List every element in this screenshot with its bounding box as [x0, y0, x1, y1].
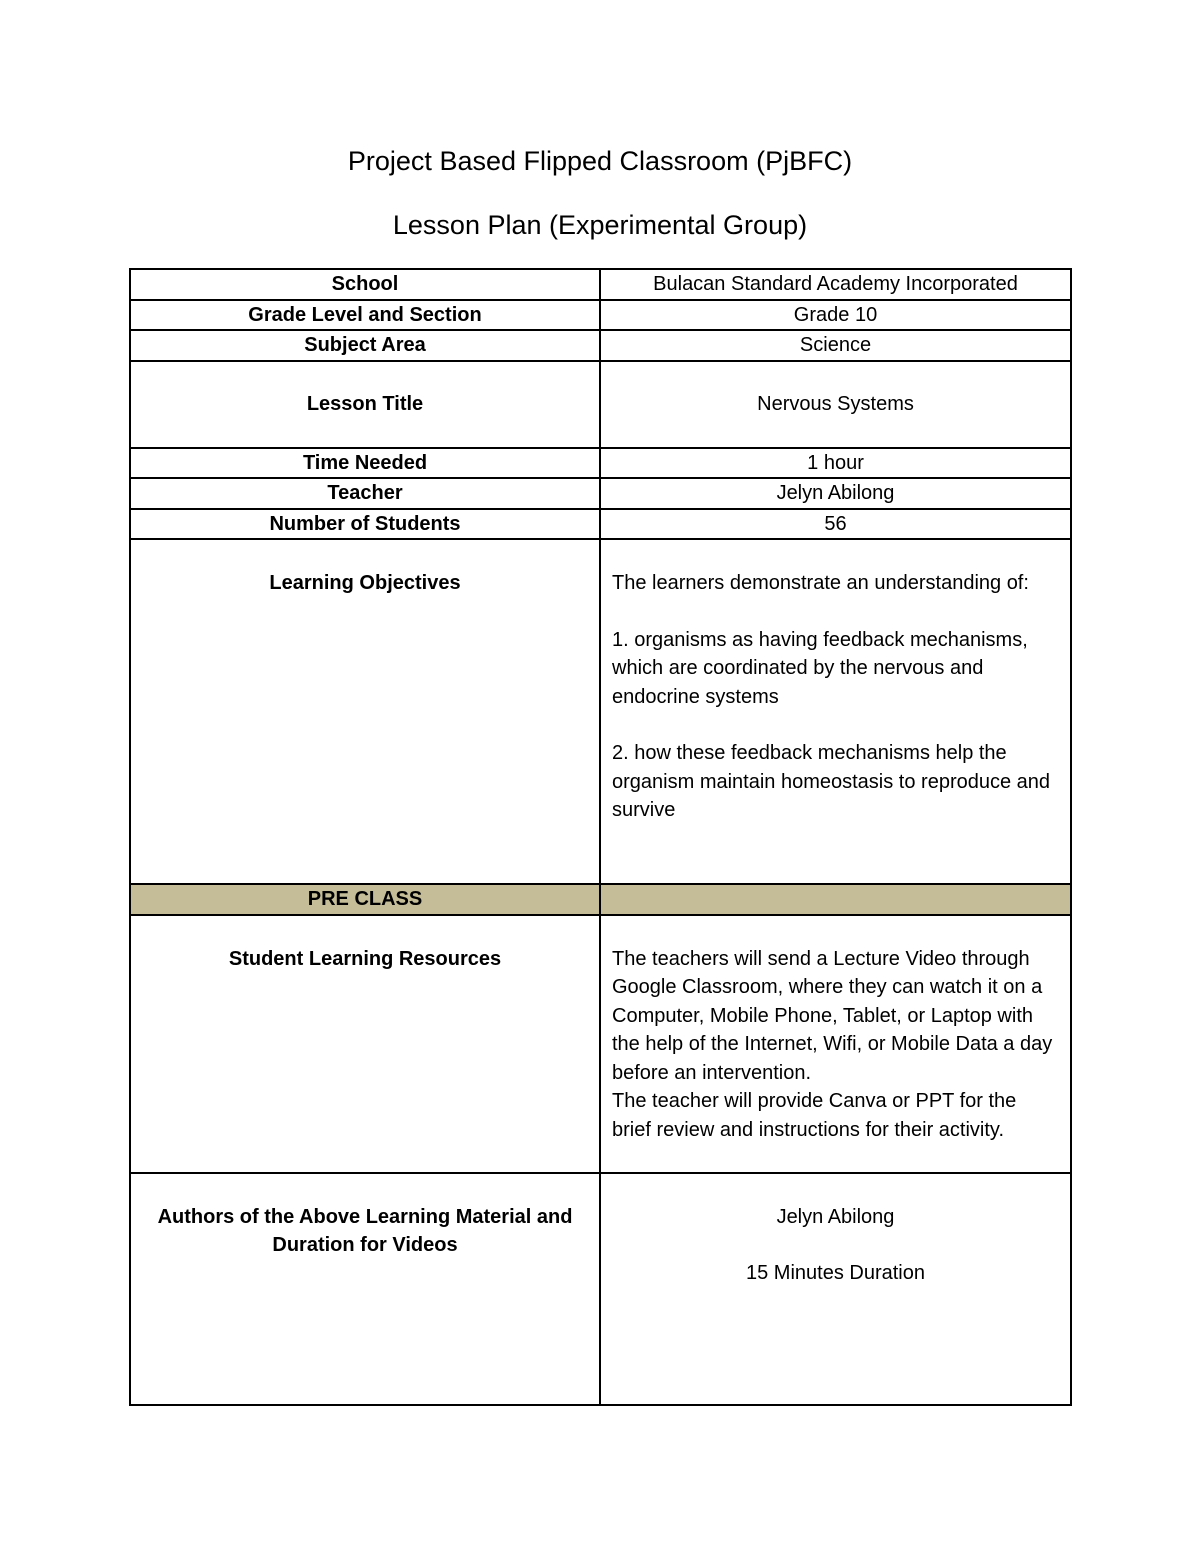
pre-class-label: PRE CLASS [130, 884, 600, 915]
objective-item: 1. organisms as having feedback mechanisms, which are coordinated by the nervous and endocrine systems [612, 628, 1028, 708]
school-value: Bulacan Standard Academy Incorporated [600, 269, 1071, 300]
grade-level-value: Grade 10 [600, 300, 1071, 331]
table-row [130, 1173, 1071, 1405]
video-duration: 15 Minutes Duration [746, 1262, 925, 1284]
table-row [130, 361, 1071, 448]
resources-text: The teacher will provide Canva or PPT for the brief review and instructions for their activity. [612, 1090, 1017, 1141]
page-subtitle: Lesson Plan (Experimental Group) [392, 210, 808, 240]
lesson-title-value: Nervous Systems [600, 361, 1071, 448]
table-row [130, 269, 1071, 300]
teacher-label: Teacher [130, 478, 600, 509]
lesson-plan-table [129, 268, 1072, 1406]
time-needed-label: Time Needed [130, 448, 600, 479]
table-row [130, 300, 1071, 331]
page-title: Project Based Flipped Classroom (PjBFC) [347, 146, 853, 176]
authors-label: Authors of the Above Learning Material and Duration for Videos [130, 1173, 600, 1405]
time-needed-value: 1 hour [600, 448, 1071, 479]
subject-area-value: Science [600, 330, 1071, 361]
table-row [130, 330, 1071, 361]
table-row [130, 478, 1071, 509]
pre-class-row [130, 884, 1071, 915]
subject-area-label: Subject Area [130, 330, 600, 361]
student-learning-resources-label: Student Learning Resources [130, 915, 600, 1173]
author-name: Jelyn Abilong [776, 1205, 895, 1228]
teacher-value: Jelyn Abilong [600, 478, 1071, 509]
table-row [130, 539, 1071, 884]
objective-item: 2. how these feedback mechanisms help the organism maintain homeostasis to reproduce and survive [612, 742, 1051, 821]
number-of-students-label: Number of Students [130, 509, 600, 540]
school-label: School [130, 269, 600, 300]
resources-text: The teachers will send a Lecture Video through Google Classroom, where they can watch it on a Computer, Mobile Phone, Tablet, or Laptop with the help of the Internet, Wifi, or Mobile Data a day before an intervention. [612, 947, 1053, 1084]
table-row [130, 509, 1071, 540]
pre-class-empty-cell [600, 884, 1071, 915]
grade-level-label: Grade Level and Section [130, 300, 600, 331]
lesson-title-label: Lesson Title [130, 361, 600, 448]
table-row [130, 915, 1071, 1173]
number-of-students-value: 56 [600, 509, 1071, 540]
objectives-intro: The learners demonstrate an understanding of: [612, 572, 1029, 594]
learning-objectives-label: Learning Objectives [130, 539, 600, 884]
table-row [130, 448, 1071, 479]
